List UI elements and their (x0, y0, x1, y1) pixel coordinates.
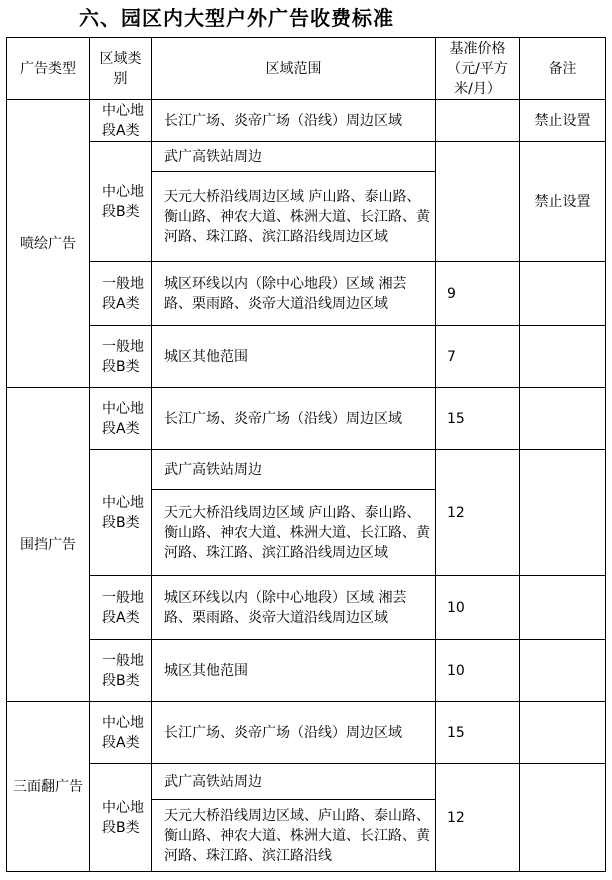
header-ad-type: 广告类型 (7, 38, 90, 100)
zone-category-cell: 中心地段B类 (90, 450, 152, 576)
table-row (7, 450, 606, 490)
table-row (7, 576, 606, 640)
ad-type-cell: 三面翻广告 (7, 702, 90, 872)
base-price-cell: 12 (436, 450, 520, 576)
zone-range-cell: 城区其他范围 (152, 326, 436, 388)
ad-type-cell: 围挡广告 (7, 388, 90, 702)
note-cell: 禁止设置 (520, 100, 606, 142)
note-cell (520, 326, 606, 388)
zone-category-cell: 一般地段A类 (90, 576, 152, 640)
header-row (7, 38, 606, 100)
note-cell (520, 576, 606, 640)
table-row (7, 100, 606, 142)
ad-type-cell: 喷绘广告 (7, 100, 90, 388)
table-row (7, 764, 606, 800)
zone-category-cell: 中心地段A类 (90, 388, 152, 450)
zone-category-cell: 一般地段B类 (90, 640, 152, 702)
zone-range-cell: 武广高铁站周边 (152, 764, 436, 800)
base-price-cell: 15 (436, 702, 520, 764)
table-row (7, 142, 606, 172)
header-price: 基准价格（元/平方米/月） (436, 38, 520, 100)
zone-category-cell: 中心地段B类 (90, 142, 152, 262)
base-price-cell: 12 (436, 764, 520, 872)
zone-category-cell: 中心地段B类 (90, 764, 152, 872)
base-price-cell: 10 (436, 576, 520, 640)
zone-range-cell: 天元大桥沿线周边区域、庐山路、泰山路、衡山路、神农大道、株洲大道、长江路、黄河路、珠江路、滨江路沿线 (152, 800, 436, 872)
table-row (7, 640, 606, 702)
header-note: 备注 (520, 38, 606, 100)
note-cell (520, 702, 606, 764)
note-cell: 禁止设置 (520, 142, 606, 262)
zone-range-cell: 城区环线以内（除中心地段）区域 湘芸路、栗雨路、炎帝大道沿线周边区域 (152, 262, 436, 326)
base-price-cell (436, 100, 520, 142)
zone-range-cell: 武广高铁站周边 (152, 450, 436, 490)
zone-range-cell: 长江广场、炎帝广场（沿线）周边区域 (152, 702, 436, 764)
base-price-cell: 9 (436, 262, 520, 326)
header-zone: 区域类别 (90, 38, 152, 100)
zone-category-cell: 一般地段A类 (90, 262, 152, 326)
note-cell (520, 450, 606, 576)
zone-category-cell: 中心地段A类 (90, 100, 152, 142)
page-bottom-edge (0, 876, 612, 880)
base-price-cell: 7 (436, 326, 520, 388)
table-row (7, 262, 606, 326)
table-row (7, 326, 606, 388)
note-cell (520, 262, 606, 326)
table-row (7, 388, 606, 450)
note-cell (520, 388, 606, 450)
base-price-cell (436, 142, 520, 262)
zone-range-cell: 武广高铁站周边 (152, 142, 436, 172)
base-price-cell: 15 (436, 388, 520, 450)
header-range: 区域范围 (152, 38, 436, 100)
zone-category-cell: 中心地段A类 (90, 702, 152, 764)
note-cell (520, 764, 606, 872)
zone-range-cell: 长江广场、炎帝广场（沿线）周边区域 (152, 388, 436, 450)
zone-range-cell: 天元大桥沿线周边区域 庐山路、泰山路、衡山路、神农大道、株洲大道、长江路、黄河路、珠江路、滨江路沿线周边区域 (152, 490, 436, 576)
zone-category-cell: 一般地段B类 (90, 326, 152, 388)
zone-range-cell: 长江广场、炎帝广场（沿线）周边区域 (152, 100, 436, 142)
table-row (7, 702, 606, 764)
zone-range-cell: 城区其他范围 (152, 640, 436, 702)
zone-range-cell: 城区环线以内（除中心地段）区域 湘芸路、栗雨路、炎帝大道沿线周边区域 (152, 576, 436, 640)
zone-range-cell: 天元大桥沿线周边区域 庐山路、泰山路、衡山路、神农大道、株洲大道、长江路、黄河路、珠江路、滨江路沿线周边区域 (152, 172, 436, 262)
base-price-cell: 10 (436, 640, 520, 702)
page-title: 六、园区内大型户外广告收费标准 (79, 6, 394, 30)
fee-table (6, 37, 606, 872)
note-cell (520, 640, 606, 702)
